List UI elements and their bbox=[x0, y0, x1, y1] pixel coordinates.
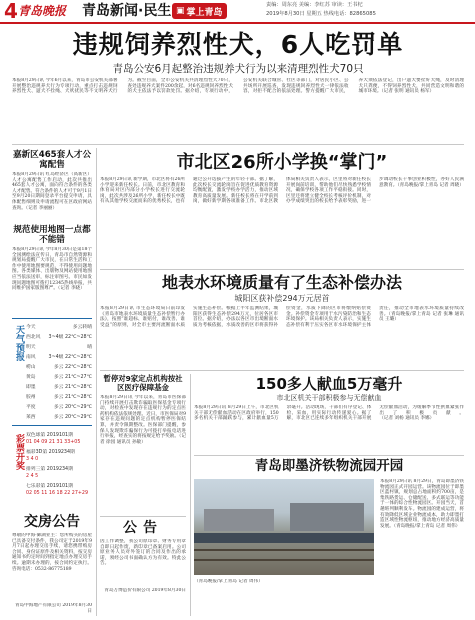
app-badge[interactable] bbox=[172, 3, 227, 19]
lottery-numbers: 3 4 0 bbox=[26, 457, 39, 462]
paper-logo: 青岛晚报 bbox=[18, 4, 67, 18]
photo-track bbox=[194, 549, 374, 551]
weather-row: 南风 3~4级 22℃~28℃ bbox=[26, 355, 92, 360]
divider bbox=[100, 269, 464, 270]
phone-icon: ▣ bbox=[176, 6, 185, 16]
weather-row: 莱西 多云 20℃~29℃ bbox=[26, 415, 92, 420]
column-divider bbox=[96, 148, 97, 616]
ecology-body: 本报8月29日讯 市生态环境局日前印发《青岛市地表水环境质量生态补偿暂行办法》，按照“谁超标、谁赔付，谁改善、谁受益”的原则，对全市主要河流断面水质实施生态补偿。根据上半年监测结果，城阳区获得生态补偿294万元，位居各区市首位。据介绍，办法以各区市出境断面水质为考核依据，水质改善的区市将获得补偿资金，水质下降的区市将缴纳赔偿资金。补偿资金专项用于水污染防治和生态环境保护。该局相关负责人表示，实施生态补偿有利于压实各区市水环境保护主体责任，推动全市地表水环境质量持续改善。（青岛晚报/掌上青岛 记者 张琳 通讯员 王璐） bbox=[100, 306, 464, 328]
lottery-numbers: 2 4 5 bbox=[26, 474, 39, 479]
app-badge-label: 掌上青岛 bbox=[186, 7, 223, 18]
railway-photo bbox=[194, 479, 374, 575]
photo-track bbox=[194, 559, 374, 561]
weather-box bbox=[12, 318, 92, 426]
divider bbox=[100, 370, 464, 371]
weather-row: 明天 晴 bbox=[26, 345, 92, 350]
company-notice-title: 公告 bbox=[123, 520, 163, 536]
railway-body-side: 本报8月29日讯 8月29日，青岛即墨济铁物流园正式开园运营。该物流园位于即墨区蓝村镇，规划总占地面积约700亩，是集铁路货运、仓储配送、多式联运等功能于一体的综合性物流园区。开园当天，首趟班列顺利发车。物流园的建成运营，将有效降低区域企业物流成本，助力即墨打造区域性物流枢纽，推动地方经济高质量发展。（青岛晚报/掌上青岛 记者 周伟） bbox=[380, 479, 464, 529]
weather-list bbox=[26, 323, 92, 423]
lead-body: 本报8月29日讯 今年6月以来，青岛市公安机关部署开展整治违规养犬行为专项行动，重点打击违规饲养烈性犬、遛犬不拴绳、犬吠扰民等不文明养犬行为。截至目前，全市公安机关共清理烈性犬70只，查处违规养犬案件200余起，对6名违规饲养烈性犬的犬主依法予以罚款处罚。据介绍，专项行动中，公安机关联合城管、社区等部门，对居民小区、公共场所开展巡查，发现违规饲养烈性犬一律依法收容，对拒不配合的依法处理。警方提醒广大市民，养犬须依法登记，出户遛犬要拴好犬绳，及时清理犬只粪便，不得饲养烈性犬，共同营造文明和谐的城市环境。（记者 张明 通讯员 杨军） bbox=[12, 78, 464, 95]
employment-headline: 暂停对9家定点机构按社区医疗保障基金 bbox=[103, 374, 183, 392]
lottery-numbers: 01 04 09 21 31 33+05 bbox=[26, 440, 81, 445]
page-number: 4 bbox=[4, 0, 18, 23]
weather-row: 西北风 3~4级 22℃~28℃ bbox=[26, 335, 92, 340]
lottery-list bbox=[26, 432, 92, 497]
railway-headline: 青岛即墨济铁物流园开园 bbox=[254, 458, 404, 474]
property-notice bbox=[12, 514, 92, 618]
date-line: 2019年8月30日 星期五 热线电话：82865085 bbox=[266, 11, 376, 17]
weather-row: 今天 多云转晴 bbox=[26, 325, 92, 330]
divider bbox=[12, 144, 464, 145]
lottery-draw: 双色球第 2019101期 bbox=[26, 433, 73, 438]
lottery-draw: 七乐彩第 2019101期 bbox=[26, 484, 73, 489]
editor-line: 责编：周东亮 美编：李红苏 审读：王书杞 bbox=[266, 2, 363, 8]
divider bbox=[194, 455, 464, 456]
ecology-subhead: 城阳区获补偿294万元居首 bbox=[234, 294, 330, 303]
side-body-1: 本报8月29日讯 红岛经济区（高新区）人才公寓配售工作启动，此次共推出465套人才公寓，面向符合条件的各类人才配售。符合条件的人才可于9月1日至9月20日期间登录平台提交申请，具体配售细则及申请流程可在区政府网站查询。（记者 李丽丽） bbox=[12, 172, 92, 211]
employment-block bbox=[100, 374, 186, 512]
side-body-2: 本报8月29日讯 今年8月30日是第18个全国测绘法宣传日，青岛市自然资源和规划局提醒广大市民，在日常生活和工作中使用地图要规范，不得使用问题地图。各类媒体、出版物及网站使用地图应当依法送审，标注审图号。市民如发现问题地图可拨打12345热线举报，共同维护国家版图尊严。（记者 李晓） bbox=[12, 247, 92, 292]
lottery-label: 彩票开奖 bbox=[14, 434, 24, 470]
blood-subhead: 市北区机关干部积极参与无偿献血 bbox=[276, 394, 382, 402]
photo-building bbox=[290, 503, 364, 531]
photo-train bbox=[194, 533, 374, 543]
weather-row: 即墨 多云 21℃~28℃ bbox=[26, 385, 92, 390]
property-notice-signature: 青岛中海地产有限公司 2019年8月30日 bbox=[14, 603, 92, 614]
blood-body: 本报8月29日讯 8月29日上午，市北区机关干部无偿献血活动在区政府举行，150多名机关干部踊跃参与，累计献血量5万余毫升。活动现场，干部们有序登记、体检、采血，用实际行动传递爱心。据了解，市北区已连续多年组织机关干部开展无偿献血活动，为缓解季节性供血紧张作出了积极贡献。（记者 刘杨 通讯员 李娜） bbox=[194, 405, 464, 422]
weather-label: 天气预报 bbox=[14, 325, 24, 361]
weather-row: 黄岛 多云 21℃~27℃ bbox=[26, 375, 92, 380]
main-headline: 市北区26所小学换“掌门” bbox=[176, 152, 388, 173]
blood-headline: 150多人献血5万毫升 bbox=[255, 375, 403, 393]
ecology-headline: 地表水环境质量有了生态补偿办法 bbox=[161, 273, 402, 292]
photo-building bbox=[204, 509, 274, 531]
lottery-draw: 福彩3D第 2019234期 bbox=[26, 450, 75, 455]
lottery-box bbox=[12, 430, 92, 510]
company-notice bbox=[100, 516, 186, 616]
masthead bbox=[0, 0, 475, 24]
weather-row: 平度 多云 20℃~29℃ bbox=[26, 405, 92, 410]
lottery-draw: 排列三第 2019234期 bbox=[26, 467, 73, 472]
company-notice-signature: 青岛万博造价有限公司 2019年8月30日 bbox=[104, 588, 186, 593]
weather-row: 胶州 多云 21℃~28℃ bbox=[26, 395, 92, 400]
main-body: 本报8月29日讯 新学期，市北区将有26所小学迎来新任校长。日前，市北区教育和体育局对区内部分小学校长进行交流轮岗，此次共涉及26所小学，新任校长中既有从其他学校交流而来的优秀校长，也有通过公开选拔产生的年轻干部。据了解，此次校长交流轮岗旨在促进优质教育资源均衡配置，激发学校办学活力，推动区域教育高质量发展。新任校长将在开学前到岗，做好新学期各项准备工作。市北区教体局相关负责人表示，区里将对新任校长开展岗前培训，帮助他们尽快熟悉学校情况，确保学校各项工作平稳衔接。同时，区里还将建立健全校长考核评价机制，对办学成绩突出的校长给予表彰奖励，进一步调动校长干事创业积极性，办好人民满意教育。（青岛晚报/掌上青岛 记者 周晓） bbox=[100, 177, 464, 205]
company-notice-body: 因工作调整，我公司原印章、财务专用章自即日起作废，新印章已备案启用。公司原业务人员对外签订的合同及作出的承诺，须经公司书面确认方为有效。特此公告。 bbox=[100, 539, 186, 567]
section-title: 青岛新闻·民生 bbox=[82, 3, 172, 19]
property-notice-title: 交房公告 bbox=[24, 514, 80, 530]
lead-headline: 违规饲养烈性犬，6人吃罚单 bbox=[72, 30, 404, 59]
lead-subhead: 青岛公安6月起整治违规养犬行为以来清理烈性犬70只 bbox=[112, 63, 364, 75]
side-headline-1: 嘉新区465套人才公寓配售 bbox=[12, 150, 92, 170]
column-divider bbox=[190, 374, 191, 616]
lottery-numbers: 02 05 11 16 18 22 27+29 bbox=[26, 491, 88, 496]
side-headline-2: 规范使用地图一点都不能错 bbox=[13, 225, 91, 245]
railway-caption: （青岛晚报/掌上青岛 记者 周伟） bbox=[194, 579, 263, 584]
property-notice-body: 尊敬的中海·御湖业主：您所购买的房屋已具备交付条件，我公司定于2019年9月7日起办理交房手续，请您携带购房合同、身份证原件及相关资料，按交房通知书约定时间到指定地点办理交房手续。逾期未办理的，按合同约定执行。咨询电话：0532-86775189 bbox=[12, 533, 92, 572]
employment-body: 本报8月29日讯 今年以来，青岛市医保部门持续开展打击欺诈骗取医保基金专项行动，对检查中发现存在违规行为的定点医药机构依法依规处理。近日，市医保局对9家存在违规问题的定点机构暂停医保结算，并责令限期整改。医保部门提醒，参保人发现欺诈骗保行为可拨打举报电话进行举报，经查实的将按规定给予奖励。（记者 徐园 通讯员 孙敏） bbox=[100, 395, 186, 445]
weather-row: 崂山 多云 22℃~28℃ bbox=[26, 365, 92, 370]
